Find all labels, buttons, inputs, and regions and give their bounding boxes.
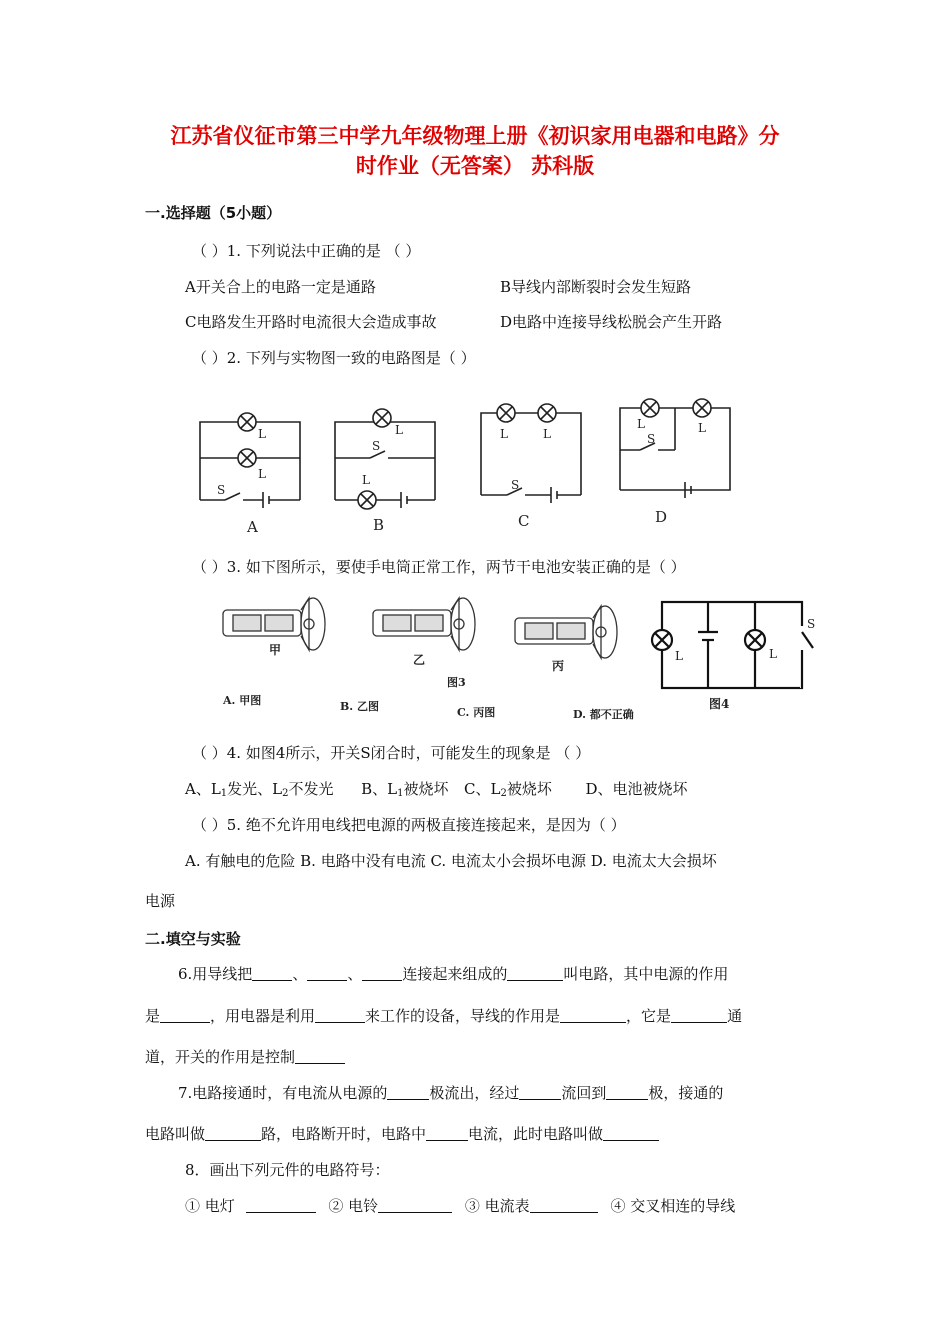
label-l2: L xyxy=(698,421,706,435)
question-3-stem: （ ）3. 如下图所示，要使手电筒正常工作，两节干电池安装正确的是（ ） xyxy=(192,558,686,576)
label-l1: L xyxy=(500,427,508,441)
label-opt-b: B. 乙图 xyxy=(340,700,379,713)
q7-text: 极流出，经过 xyxy=(429,1084,520,1102)
blank xyxy=(530,1198,598,1213)
q8-item-lamp: ① 电灯 xyxy=(185,1197,235,1215)
label-opt-a: A. 甲图 xyxy=(223,694,262,707)
q4-option-a-part2: 发光、L xyxy=(227,780,283,798)
q6-text: 道，开关的作用是控制 xyxy=(145,1048,296,1066)
q8-items xyxy=(185,1195,735,1216)
circuit-label-b: B xyxy=(373,516,385,534)
blank xyxy=(603,1126,659,1141)
question-5-stem: （ ）5. 绝不允许用电线把电源的两极直接连接起来，是因为（ ） xyxy=(192,816,626,834)
q7-text: 电流，此时电路叫做 xyxy=(468,1125,604,1143)
blank xyxy=(519,1085,561,1100)
blank xyxy=(246,1198,316,1213)
blank xyxy=(426,1126,468,1141)
q5-options: A. 有触电的危险 B. 电路中没有电流 C. 电流太小会损坏电源 D. 电流太大会损坏 xyxy=(185,852,717,870)
circuit-c xyxy=(481,404,581,503)
q1-option-c: C电路发生开路时电流很大会造成事故 xyxy=(185,313,437,331)
blank xyxy=(252,966,292,981)
q6-text: 连接起来组成的 xyxy=(402,965,508,983)
q4-option-c-part1: C、L xyxy=(464,780,501,798)
q7-line2 xyxy=(145,1123,659,1144)
q6-text: 是 xyxy=(145,1007,161,1025)
q4-option-a-part1: A、L xyxy=(185,780,221,798)
subscript: 1 xyxy=(220,788,228,799)
flashlight-yi xyxy=(373,598,475,650)
q6-text: ，用电器是利用 xyxy=(210,1007,316,1025)
label-l1: L xyxy=(258,427,266,441)
section-heading-fill: 二.填空与实验 xyxy=(145,930,241,948)
label-l1: L xyxy=(637,417,645,431)
blank xyxy=(160,1008,210,1023)
q4-option-b-part2: 被烧坏 xyxy=(403,780,449,798)
q2-circuit-diagrams xyxy=(185,380,755,540)
label-l2: L xyxy=(258,467,266,481)
label-fig4-s: S xyxy=(807,617,816,631)
figure-4-circuit xyxy=(652,602,816,688)
label-l1: L xyxy=(395,423,403,437)
q8-item-bell: ② 电铃 xyxy=(328,1197,379,1215)
blank xyxy=(507,966,563,981)
circuit-label-c: C xyxy=(518,512,530,530)
q7-text: 极，接通的 xyxy=(648,1084,724,1102)
q8-stem: 8．画出下列元件的电路符号： xyxy=(185,1161,390,1179)
q4-option-b-part1: B、L xyxy=(361,780,398,798)
q6-text: 6.用导线把 xyxy=(178,965,253,983)
q1-option-b: B导线内部断裂时会发生短路 xyxy=(500,278,692,296)
blank xyxy=(560,1008,626,1023)
label-s: S xyxy=(372,439,381,453)
page-title-line1: 江苏省仪征市第三中学九年级物理上册《初识家用电器和电路》分 xyxy=(170,124,780,148)
q6-text: 、 xyxy=(292,965,308,983)
q4-option-a-part3: 不发光 xyxy=(288,780,334,798)
section-heading-choice: 一.选择题（5小题） xyxy=(145,204,282,222)
label-jia: 甲 xyxy=(269,643,282,657)
label-s: S xyxy=(217,483,226,497)
q7-text: 7.电路接通时，有电流从电源的 xyxy=(178,1084,388,1102)
label-yi: 乙 xyxy=(413,653,426,667)
subscript: 2 xyxy=(282,788,289,799)
label-s: S xyxy=(511,478,520,492)
label-bing: 丙 xyxy=(552,659,565,673)
question-2-stem: （ ）2. 下列与实物图一致的电路图是（ ） xyxy=(192,349,476,367)
circuit-d xyxy=(620,399,730,498)
label-opt-c: C. 丙图 xyxy=(457,706,496,719)
q3-flashlight-and-fig4 xyxy=(185,588,847,726)
label-l2: L xyxy=(543,427,551,441)
circuit-a xyxy=(200,413,300,508)
q7-text: 电路叫做 xyxy=(145,1125,206,1143)
q7-text: 路，电路断开时，电路中 xyxy=(261,1125,427,1143)
blank xyxy=(606,1085,648,1100)
q8-item-ammeter: ③ 电流表 xyxy=(464,1197,530,1215)
blank xyxy=(378,1198,452,1213)
q6-line3 xyxy=(145,1046,345,1067)
q1-option-d: D电路中连接导线松脱会产生开路 xyxy=(500,313,723,331)
label-fig4-l1: L xyxy=(769,647,777,661)
q4-option-c-part2: 被烧坏 xyxy=(506,780,552,798)
q6-text: ，它是 xyxy=(626,1007,672,1025)
q8-item-crossed-wires: ④ 交叉相连的导线 xyxy=(610,1197,736,1215)
q6-text: 通 xyxy=(727,1007,743,1025)
circuit-label-a: A xyxy=(247,518,258,536)
q4-option-d: D、电池被烧坏 xyxy=(585,780,688,798)
label-fig3: 图3 xyxy=(447,676,466,689)
q1-option-a: A开关合上的电路一定是通路 xyxy=(185,278,376,296)
subscript: 1 xyxy=(397,788,404,799)
label-fig4: 图4 xyxy=(709,697,730,711)
blank xyxy=(307,966,347,981)
blank xyxy=(387,1085,429,1100)
q6-line1 xyxy=(178,963,728,984)
q5-options-continued: 电源 xyxy=(145,892,176,910)
q6-text: 来工作的设备，导线的作用是 xyxy=(365,1007,561,1025)
flashlight-bing xyxy=(515,606,617,658)
page-title-line2: 时作业（无答案） 苏科版 xyxy=(355,154,595,178)
circuit-label-d: D xyxy=(655,508,668,526)
q7-line1 xyxy=(178,1082,723,1103)
label-l2: L xyxy=(362,473,370,487)
q4-options xyxy=(185,778,687,799)
question-4-stem: （ ）4. 如图4所示，开关S闭合时，可能发生的现象是 （ ） xyxy=(192,744,591,762)
label-fig4-l2: L xyxy=(675,649,683,663)
blank xyxy=(671,1008,727,1023)
blank xyxy=(362,966,402,981)
question-1-stem: （ ）1. 下列说法中正确的是 （ ） xyxy=(192,242,421,260)
q6-line2 xyxy=(145,1005,742,1026)
q7-text: 流回到 xyxy=(561,1084,607,1102)
blank xyxy=(315,1008,365,1023)
subscript: 2 xyxy=(500,788,507,799)
blank xyxy=(205,1126,261,1141)
label-opt-d: D. 都不正确 xyxy=(573,708,634,721)
circuit-b xyxy=(335,409,435,509)
label-s: S xyxy=(647,432,656,446)
q6-text: 、 xyxy=(347,965,363,983)
q6-text: 叫电路，其中电源的作用 xyxy=(563,965,729,983)
blank xyxy=(295,1049,345,1064)
